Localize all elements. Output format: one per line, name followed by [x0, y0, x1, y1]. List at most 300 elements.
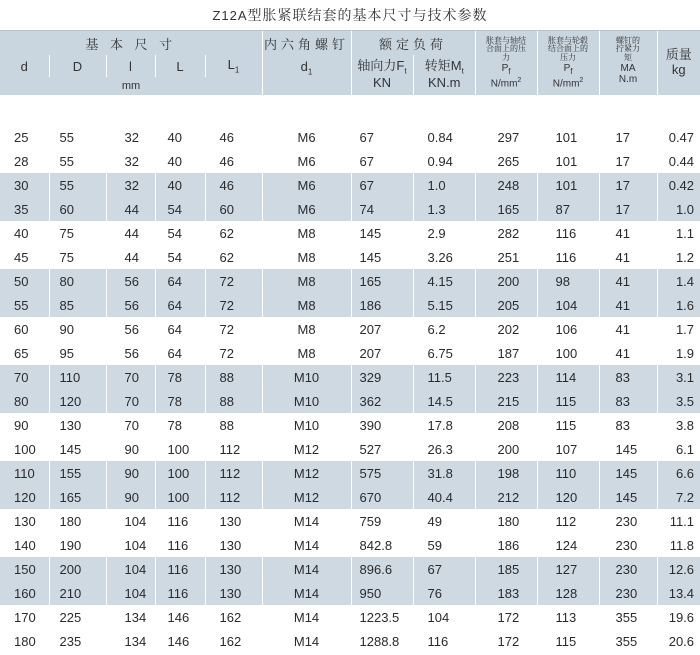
cell-d1: M12	[262, 461, 351, 485]
cell-L1: 72	[205, 341, 262, 365]
cell-d: 120	[0, 485, 49, 509]
cell-kg: 1.7	[657, 317, 700, 341]
cell-L: 116	[155, 509, 205, 533]
cell-L1: 112	[205, 461, 262, 485]
cell-l: 56	[106, 293, 155, 317]
cell-mt: 26.3	[413, 437, 475, 461]
table-row	[0, 317, 700, 341]
torque-unit: KN.m	[428, 74, 461, 90]
cell-kg: 1.0	[657, 197, 700, 221]
cell-kg: 3.5	[657, 389, 700, 413]
torque-label	[414, 59, 476, 76]
cell-L: 40	[155, 149, 205, 173]
cell-d1: M10	[262, 365, 351, 389]
cell-ft: 145	[351, 221, 413, 245]
cell-pf2: 98	[537, 269, 599, 293]
cell-ft: 527	[351, 437, 413, 461]
cell-D: 165	[49, 485, 106, 509]
shaft-pressure-sub: f	[508, 67, 511, 77]
cell-kg: 19.6	[657, 605, 700, 629]
cell-kg: 1.4	[657, 269, 700, 293]
cell-ma: 41	[599, 245, 657, 269]
cell-mt: 14.5	[413, 389, 475, 413]
table-row	[0, 197, 700, 221]
cell-ma: 17	[599, 197, 657, 221]
cell-pf2: 101	[537, 125, 599, 149]
cell-ma: 17	[599, 149, 657, 173]
cell-L1: 46	[205, 125, 262, 149]
cell-kg: 13.4	[657, 581, 700, 605]
cell-pf2: 115	[537, 629, 599, 653]
cell-L1: 46	[205, 149, 262, 173]
col-d1-text: d	[300, 59, 308, 74]
cell-l: 44	[106, 197, 155, 221]
cell-pf2: 110	[537, 461, 599, 485]
cell-ma: 17	[599, 173, 657, 197]
axial-unit: KN	[372, 74, 392, 90]
cell-D: 225	[49, 605, 106, 629]
cell-mt: 49	[413, 509, 475, 533]
cell-l: 134	[106, 629, 155, 653]
cell-l: 104	[106, 509, 155, 533]
axial-label-text: 轴向力F	[357, 58, 405, 74]
cell-ma: 41	[599, 293, 657, 317]
cell-l: 104	[106, 581, 155, 605]
cell-mt: 59	[413, 533, 475, 557]
cell-L1: 88	[205, 413, 262, 437]
cell-ft: 67	[351, 149, 413, 173]
table-row	[0, 413, 700, 437]
cell-ft: 390	[351, 413, 413, 437]
cell-D: 210	[49, 581, 106, 605]
cell-L: 40	[155, 173, 205, 197]
cell-d: 30	[0, 173, 49, 197]
cell-pf: 248	[475, 173, 537, 197]
cell-d: 65	[0, 341, 49, 365]
cell-kg: 0.47	[657, 125, 700, 149]
table-row	[0, 245, 700, 269]
cell-pf: 183	[475, 581, 537, 605]
cell-ma: 83	[599, 365, 657, 389]
cell-pf2: 120	[537, 485, 599, 509]
cell-l: 90	[106, 485, 155, 509]
cell-L: 64	[155, 293, 205, 317]
cell-pf2: 100	[537, 341, 599, 365]
cell-ma: 145	[599, 437, 657, 461]
cell-L1: 130	[205, 509, 262, 533]
cell-kg: 3.8	[657, 413, 700, 437]
cell-l: 70	[106, 389, 155, 413]
cell-ma: 230	[599, 557, 657, 581]
cell-ma: 355	[599, 629, 657, 653]
cell-pf2: 116	[537, 245, 599, 269]
cell-pf: 187	[475, 341, 537, 365]
cell-d1: M12	[262, 437, 351, 461]
cell-L1: 130	[205, 557, 262, 581]
cell-mt: 67	[413, 557, 475, 581]
hub-pressure-unit-text: N/mm	[552, 77, 580, 89]
cell-d1: M8	[262, 221, 351, 245]
table-row	[0, 389, 700, 413]
cell-pf2: 127	[537, 557, 599, 581]
cell-mt: 1.0	[413, 173, 475, 197]
cell-D: 85	[49, 293, 106, 317]
cell-pf2: 107	[537, 437, 599, 461]
title-text: 型胀紧联结套的基本尺寸与技术参数	[247, 7, 488, 23]
col-d1-sub: 1	[307, 67, 313, 77]
cell-d1: M12	[262, 485, 351, 509]
cell-d: 160	[0, 581, 49, 605]
mass-label: 质量	[665, 47, 692, 63]
cell-d: 170	[0, 605, 49, 629]
cell-L1: 62	[205, 221, 262, 245]
cell-ma: 83	[599, 389, 657, 413]
table-row	[0, 149, 700, 173]
table-row	[0, 581, 700, 605]
cell-d: 45	[0, 245, 49, 269]
shaft-pressure-unit: $N/mm^2$	[490, 76, 522, 89]
cell-mt: 11.5	[413, 365, 475, 389]
cell-pf2: 106	[537, 317, 599, 341]
cell-l: 44	[106, 221, 155, 245]
cell-l: 56	[106, 341, 155, 365]
cell-mt: 2.9	[413, 221, 475, 245]
cell-pf: 185	[475, 557, 537, 581]
cell-L1: 162	[205, 605, 262, 629]
cell-d: 130	[0, 509, 49, 533]
cell-L: 54	[155, 245, 205, 269]
cell-pf: 212	[475, 485, 537, 509]
cell-ma: 41	[599, 317, 657, 341]
cell-pf: 200	[475, 269, 537, 293]
cell-kg: 20.6	[657, 629, 700, 653]
cell-D: 155	[49, 461, 106, 485]
torque-label-text: 转矩M	[424, 58, 462, 74]
cell-pf2: 128	[537, 581, 599, 605]
cell-L: 64	[155, 341, 205, 365]
cell-ma: 41	[599, 341, 657, 365]
cell-D: 80	[49, 269, 106, 293]
cell-d: 28	[0, 149, 49, 173]
cell-pf: 172	[475, 629, 537, 653]
cell-l: 44	[106, 245, 155, 269]
cell-d1: M14	[262, 509, 351, 533]
cell-pf2: 112	[537, 509, 599, 533]
col-d1	[262, 55, 351, 95]
cell-d: 35	[0, 197, 49, 221]
cell-kg: 0.42	[657, 173, 700, 197]
header-mass	[657, 31, 700, 95]
cell-L: 100	[155, 437, 205, 461]
cell-l: 56	[106, 269, 155, 293]
cell-d1: M8	[262, 317, 351, 341]
cell-d: 70	[0, 365, 49, 389]
cell-L: 100	[155, 485, 205, 509]
table-row	[0, 437, 700, 461]
cell-pf: 202	[475, 317, 537, 341]
unit-mm: mm	[0, 77, 262, 95]
cell-ft: 362	[351, 389, 413, 413]
header-bolt: 内六角螺钉	[262, 31, 351, 55]
shaft-pressure-symbol	[476, 64, 537, 76]
cell-pf: 172	[475, 605, 537, 629]
cell-L1: 112	[205, 485, 262, 509]
cell-L1: 88	[205, 389, 262, 413]
cell-mt: 5.15	[413, 293, 475, 317]
col-d: d	[0, 55, 49, 77]
cell-d: 55	[0, 293, 49, 317]
cell-ma: 145	[599, 461, 657, 485]
table-row	[0, 533, 700, 557]
cell-l: 90	[106, 437, 155, 461]
axial-label	[352, 59, 413, 76]
title-model: Z12A	[212, 8, 248, 23]
cell-pf: 205	[475, 293, 537, 317]
header-hub-pressure	[537, 31, 599, 95]
cell-kg: 11.1	[657, 509, 700, 533]
col-L1-sub: 1	[234, 65, 240, 75]
cell-ma: 17	[599, 125, 657, 149]
table-row	[0, 173, 700, 197]
cell-ft: 1288.8	[351, 629, 413, 653]
table-row	[0, 269, 700, 293]
col-L1	[205, 55, 262, 77]
bolt-torque-unit: N.m	[618, 73, 638, 85]
cell-L: 146	[155, 629, 205, 653]
cell-mt: 6.75	[413, 341, 475, 365]
table-row	[0, 221, 700, 245]
cell-D: 55	[49, 149, 106, 173]
cell-ma: 41	[599, 221, 657, 245]
hub-pressure-unit: $N/mm^2$	[552, 76, 584, 89]
cell-mt: 40.4	[413, 485, 475, 509]
header-shaft-pressure	[475, 31, 537, 95]
cell-d: 110	[0, 461, 49, 485]
shaft-pressure-unit-text: N/mm	[490, 77, 518, 89]
cell-d: 150	[0, 557, 49, 581]
spacer-cell	[0, 95, 700, 125]
cell-ft: 67	[351, 173, 413, 197]
cell-L: 116	[155, 533, 205, 557]
cell-pf2: 101	[537, 149, 599, 173]
cell-L: 100	[155, 461, 205, 485]
cell-D: 75	[49, 245, 106, 269]
cell-pf: 186	[475, 533, 537, 557]
cell-pf: 265	[475, 149, 537, 173]
cell-pf: 215	[475, 389, 537, 413]
cell-pf2: 87	[537, 197, 599, 221]
cell-pf2: 104	[537, 293, 599, 317]
cell-d: 90	[0, 413, 49, 437]
cell-L1: 72	[205, 269, 262, 293]
cell-L1: 46	[205, 173, 262, 197]
axial-sub: t	[404, 66, 407, 76]
cell-pf2: 101	[537, 173, 599, 197]
cell-pf2: 115	[537, 389, 599, 413]
cell-D: 110	[49, 365, 106, 389]
cell-D: 75	[49, 221, 106, 245]
cell-kg: 1.1	[657, 221, 700, 245]
cell-d1: M14	[262, 581, 351, 605]
cell-ft: 74	[351, 197, 413, 221]
cell-mt: 104	[413, 605, 475, 629]
bolt-torque-sym: MA	[620, 63, 636, 75]
cell-d: 100	[0, 437, 49, 461]
cell-kg: 6.6	[657, 461, 700, 485]
cell-ft: 145	[351, 245, 413, 269]
cell-d1: M8	[262, 341, 351, 365]
cell-kg: 11.8	[657, 533, 700, 557]
cell-l: 90	[106, 461, 155, 485]
cell-D: 145	[49, 437, 106, 461]
cell-d1: M8	[262, 293, 351, 317]
table-row	[0, 461, 700, 485]
cell-kg: 1.6	[657, 293, 700, 317]
cell-ft: 1223.5	[351, 605, 413, 629]
cell-ft: 186	[351, 293, 413, 317]
cell-L1: 88	[205, 365, 262, 389]
cell-L: 146	[155, 605, 205, 629]
cell-d1: M14	[262, 557, 351, 581]
cell-kg: 6.1	[657, 437, 700, 461]
cell-pf: 223	[475, 365, 537, 389]
cell-D: 95	[49, 341, 106, 365]
cell-pf: 297	[475, 125, 537, 149]
shaft-pressure-sym: P	[501, 63, 509, 75]
cell-ft: 207	[351, 341, 413, 365]
cell-ma: 230	[599, 509, 657, 533]
cell-l: 104	[106, 557, 155, 581]
table-row	[0, 605, 700, 629]
cell-ft: 165	[351, 269, 413, 293]
cell-ft: 670	[351, 485, 413, 509]
cell-pf: 198	[475, 461, 537, 485]
cell-d1: M14	[262, 533, 351, 557]
table-row	[0, 557, 700, 581]
cell-d1: M10	[262, 389, 351, 413]
cell-ft: 950	[351, 581, 413, 605]
cell-ft: 896.6	[351, 557, 413, 581]
table-row	[0, 341, 700, 365]
table-row	[0, 485, 700, 509]
cell-L1: 60	[205, 197, 262, 221]
bolt-torque-label: 螺钉的拧紧力矩	[616, 36, 641, 62]
cell-d1: M6	[262, 149, 351, 173]
shaft-pressure-label: 胀套与轴结合面上的压力	[486, 36, 527, 62]
cell-D: 180	[49, 509, 106, 533]
cell-d: 60	[0, 317, 49, 341]
cell-l: 56	[106, 317, 155, 341]
cell-ft: 759	[351, 509, 413, 533]
table-row	[0, 629, 700, 653]
cell-d: 25	[0, 125, 49, 149]
cell-pf: 200	[475, 437, 537, 461]
cell-kg: 3.1	[657, 365, 700, 389]
torque-sub: t	[461, 66, 464, 76]
hub-pressure-sym: P	[563, 63, 571, 75]
cell-pf2: 115	[537, 413, 599, 437]
cell-ma: 83	[599, 413, 657, 437]
cell-ft: 67	[351, 125, 413, 149]
cell-ma: 355	[599, 605, 657, 629]
table-title	[0, 0, 700, 31]
cell-pf: 180	[475, 509, 537, 533]
cell-l: 32	[106, 149, 155, 173]
cell-l: 104	[106, 533, 155, 557]
header-spacer	[0, 95, 700, 125]
cell-ma: 230	[599, 533, 657, 557]
cell-D: 130	[49, 413, 106, 437]
cell-D: 90	[49, 317, 106, 341]
cell-pf2: 113	[537, 605, 599, 629]
cell-kg: 12.6	[657, 557, 700, 581]
cell-mt: 0.84	[413, 125, 475, 149]
cell-D: 55	[49, 173, 106, 197]
cell-l: 32	[106, 125, 155, 149]
cell-L: 40	[155, 125, 205, 149]
cell-d1: M6	[262, 197, 351, 221]
cell-mt: 1.3	[413, 197, 475, 221]
cell-ft: 329	[351, 365, 413, 389]
table-body	[0, 125, 700, 653]
cell-kg: 0.44	[657, 149, 700, 173]
cell-l: 134	[106, 605, 155, 629]
cell-ma: 230	[599, 581, 657, 605]
cell-l: 32	[106, 173, 155, 197]
cell-D: 120	[49, 389, 106, 413]
cell-l: 70	[106, 413, 155, 437]
cell-d1: M10	[262, 413, 351, 437]
cell-D: 55	[49, 125, 106, 149]
cell-d: 80	[0, 389, 49, 413]
cell-l: 70	[106, 365, 155, 389]
table-row	[0, 293, 700, 317]
cell-L1: 72	[205, 293, 262, 317]
cell-d: 40	[0, 221, 49, 245]
hub-pressure-symbol	[538, 64, 599, 76]
cell-L: 54	[155, 221, 205, 245]
cell-L: 116	[155, 581, 205, 605]
cell-mt: 76	[413, 581, 475, 605]
cell-ma: 41	[599, 269, 657, 293]
cell-ft: 207	[351, 317, 413, 341]
cell-D: 235	[49, 629, 106, 653]
cell-pf: 165	[475, 197, 537, 221]
cell-d1: M8	[262, 245, 351, 269]
cell-L: 116	[155, 557, 205, 581]
cell-pf: 208	[475, 413, 537, 437]
cell-mt: 3.26	[413, 245, 475, 269]
cell-L: 64	[155, 317, 205, 341]
cell-d: 180	[0, 629, 49, 653]
cell-pf2: 124	[537, 533, 599, 557]
header-row-groups	[0, 31, 700, 55]
cell-mt: 0.94	[413, 149, 475, 173]
cell-d1: M14	[262, 629, 351, 653]
mass-unit: kg	[671, 62, 686, 77]
cell-mt: 31.8	[413, 461, 475, 485]
cell-kg: 1.2	[657, 245, 700, 269]
table-row	[0, 125, 700, 149]
cell-d1: M14	[262, 605, 351, 629]
table-row	[0, 365, 700, 389]
cell-L: 78	[155, 389, 205, 413]
col-D: D	[49, 55, 106, 77]
cell-L1: 130	[205, 533, 262, 557]
cell-d1: M8	[262, 269, 351, 293]
cell-D: 60	[49, 197, 106, 221]
col-l: l	[106, 55, 155, 77]
